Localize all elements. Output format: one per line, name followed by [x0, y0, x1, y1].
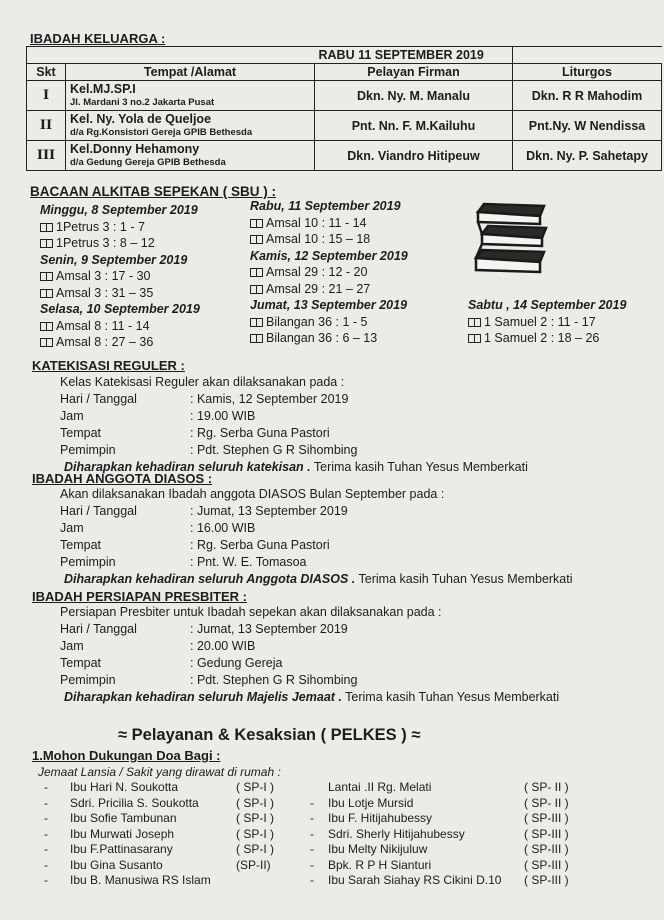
liturgos-cell: Dkn. Ny. P. Sahetapy	[513, 141, 662, 171]
skt-cell: III	[27, 141, 66, 171]
bible-icon	[40, 272, 53, 281]
place-address: d/a Gedung Gereja GPIB Bethesda	[70, 156, 226, 168]
skt-cell: II	[27, 111, 66, 141]
sbu-reading: Bilangan 36 : 6 – 13	[250, 330, 408, 347]
bible-icon	[40, 322, 53, 331]
sbu-reading: Amsal 29 : 12 - 20	[250, 264, 408, 281]
list-item: - Ibu F.Pattinasarany ( SP-I )	[44, 842, 274, 856]
place-cell	[66, 141, 315, 171]
table-row	[27, 141, 662, 171]
place-name: Kel. Ny. Yola de Queljoe	[70, 111, 212, 126]
list-item: Lantai .II Rg. Melati ( SP- II )	[328, 780, 569, 794]
bible-icon	[468, 318, 481, 327]
bible-icon	[40, 289, 53, 298]
bible-icon	[40, 338, 53, 347]
sbu-reading: Amsal 29 : 21 – 27	[250, 281, 408, 298]
katekisasi-body	[60, 374, 528, 476]
bible-icon	[250, 285, 263, 294]
bible-icon	[40, 223, 53, 232]
list-item: - Sdri. Pricilia S. Soukotta ( SP-I )	[44, 795, 274, 810]
sbu-day: Rabu, 11 September 2019	[250, 199, 401, 213]
list-item: - Sdri. Sherly Hitijahubessy ( SP-III )	[310, 826, 569, 841]
pelayan-cell: Dkn. Ny. M. Manalu	[315, 81, 513, 111]
list-item: - Ibu Lotje Mursid ( SP- II )	[310, 795, 569, 810]
presbiter-heading: IBADAH PERSIAPAN PRESBITER :	[32, 589, 248, 604]
bible-icon	[250, 235, 263, 244]
info-row: Jam : 20.00 WIB	[60, 639, 256, 653]
pelayan-cell: Pnt. Nn. F. M.Kailuhu	[315, 111, 513, 141]
sbu-reading: Bilangan 36 : 1 - 5	[250, 314, 408, 331]
list-item: - Bpk. R P H Sianturi ( SP-III )	[310, 857, 569, 872]
place-name: Kel.Donny Hehamony	[70, 141, 200, 156]
ibadah-keluarga-heading: IBADAH KELUARGA :	[30, 31, 166, 46]
diasos-body	[60, 486, 573, 588]
bible-icon	[468, 334, 481, 343]
info-row: Jam : 16.00 WIB	[60, 521, 256, 535]
info-row: Hari / Tanggal : Jumat, 13 September 2019	[60, 504, 348, 518]
col-tempat: Tempat /Alamat	[66, 64, 315, 81]
sbu-heading: BACAAN ALKITAB SEPEKAN ( SBU ) :	[30, 184, 276, 199]
col-liturgos: Liturgos	[513, 64, 662, 81]
place-address: d/a Rg.Konsistori Gereja GPIB Bethesda	[70, 126, 253, 138]
pelkes-subheading: 1.Mohon Dukungan Doa Bagi :	[32, 748, 221, 763]
pelkes-subtitle: Jemaat Lansia / Sakit yang dirawat di rumah :	[38, 765, 281, 779]
sbu-reading: Amsal 8 : 27 – 36	[40, 334, 200, 351]
list-item: - Ibu Melty Nikijuluw ( SP-III )	[310, 842, 569, 856]
info-row: Jam : 19.00 WIB	[60, 409, 256, 423]
place-cell	[66, 111, 315, 141]
list-item: - Ibu Sofie Tambunan ( SP-I )	[44, 811, 274, 825]
sbu-day: Kamis, 12 September 2019	[250, 248, 408, 263]
bible-icon	[40, 239, 53, 248]
pelkes-list-right	[310, 780, 569, 889]
col-pelayan: Pelayan Firman	[315, 64, 513, 81]
bible-icon	[250, 219, 263, 228]
table-row	[27, 111, 662, 141]
sbu-reading: 1 Samuel 2 : 11 - 17	[468, 314, 626, 331]
sbu-reading: Amsal 3 : 31 – 35	[40, 285, 200, 302]
list-item: - Ibu Sarah Siahay RS Cikini D.10 ( SP-III )	[310, 873, 569, 887]
info-row: Pemimpin : Pnt. W. E. Tomasoa	[60, 555, 307, 569]
ibadah-keluarga-table	[26, 46, 662, 171]
katekisasi-intro: Kelas Katekisasi Reguler akan dilaksanakan pada :	[60, 375, 345, 389]
info-row: Tempat : Rg. Serba Guna Pastori	[60, 426, 330, 440]
table-row	[27, 81, 662, 111]
sbu-reading: 1Petrus 3 : 1 - 7	[40, 219, 200, 236]
bible-icon	[250, 318, 263, 327]
skt-cell: I	[27, 81, 66, 111]
pelkes-list-left	[44, 780, 274, 889]
info-row: Hari / Tanggal : Kamis, 12 September 2019	[60, 392, 349, 406]
presbiter-note: Diharapkan kehadiran seluruh Majelis Jemaat . Terima kasih Tuhan Yesus Memberkati	[64, 690, 560, 704]
list-item: - Ibu Hari N. Soukotta ( SP-I )	[44, 780, 274, 794]
bible-icon	[250, 334, 263, 343]
katekisasi-heading: KATEKISASI REGULER :	[32, 358, 185, 373]
bible-icon	[250, 268, 263, 277]
sbu-col-3	[468, 297, 626, 347]
diasos-note: Diharapkan kehadiran seluruh Anggota DIASOS . Terima kasih Tuhan Yesus Memberkati	[64, 572, 573, 586]
books-icon	[470, 198, 550, 280]
pelayan-cell: Dkn. Viandro Hitipeuw	[315, 141, 513, 171]
sbu-reading: Amsal 8 : 11 - 14	[40, 318, 200, 335]
list-item: - Ibu B. Manusiwa RS Islam	[44, 873, 211, 887]
list-item: - Ibu Gina Susanto (SP-II)	[44, 857, 271, 872]
pelkes-title: ≈ Pelayanan & Kesaksian ( PELKES ) ≈	[118, 726, 421, 744]
sbu-day: Jumat, 13 September 2019	[250, 298, 408, 312]
diasos-heading: IBADAH ANGGOTA DIASOS :	[32, 471, 213, 486]
info-row: Tempat : Rg. Serba Guna Pastori	[60, 538, 330, 552]
sbu-day: Senin, 9 September 2019	[40, 252, 188, 267]
katekisasi-note: Diharapkan kehadiran seluruh katekisan . Terima kasih Tuhan Yesus Memberkati	[64, 460, 528, 474]
list-item: - Ibu F. Hitijahubessy ( SP-III )	[310, 811, 569, 825]
sbu-reading: Amsal 10 : 15 – 18	[250, 231, 408, 248]
col-skt: Skt	[27, 64, 66, 81]
diasos-intro: Akan dilaksanakan Ibadah anggota DIASOS Bulan September pada :	[60, 487, 445, 501]
presbiter-intro: Persiapan Presbiter untuk Ibadah sepekan akan dilaksanakan pada :	[60, 605, 442, 619]
sbu-day: Sabtu , 14 September 2019	[468, 298, 627, 312]
sbu-day: Selasa, 10 September 2019	[40, 302, 200, 316]
sbu-reading: 1Petrus 3 : 8 – 12	[40, 235, 200, 252]
info-row: Pemimpin : Pdt. Stephen G R Sihombing	[60, 673, 358, 687]
sbu-reading: Amsal 10 : 11 - 14	[250, 215, 408, 232]
place-name: Kel.MJ.SP.I	[70, 81, 136, 96]
presbiter-body	[60, 604, 559, 706]
place-address: Jl. Mardani 3 no.2 Jakarta Pusat	[70, 96, 215, 108]
table-date-header: RABU 11 SEPTEMBER 2019	[315, 47, 513, 64]
liturgos-cell: Dkn. R R Mahodim	[513, 81, 662, 111]
list-item: - Ibu Murwati Joseph ( SP-I )	[44, 826, 274, 841]
info-row: Pemimpin : Pdt. Stephen G R Sihombing	[60, 443, 358, 457]
info-row: Hari / Tanggal : Jumat, 13 September 2019	[60, 622, 348, 636]
sbu-col-2	[250, 198, 408, 347]
info-row: Tempat : Gedung Gereja	[60, 656, 283, 670]
sbu-day: Minggu, 8 September 2019	[40, 203, 198, 217]
sbu-reading: Amsal 3 : 17 - 30	[40, 268, 200, 285]
liturgos-cell: Pnt.Ny. W Nendissa	[513, 111, 662, 141]
sbu-col-1	[40, 202, 200, 351]
sbu-reading: 1 Samuel 2 : 18 – 26	[468, 330, 626, 347]
place-cell	[66, 81, 315, 111]
